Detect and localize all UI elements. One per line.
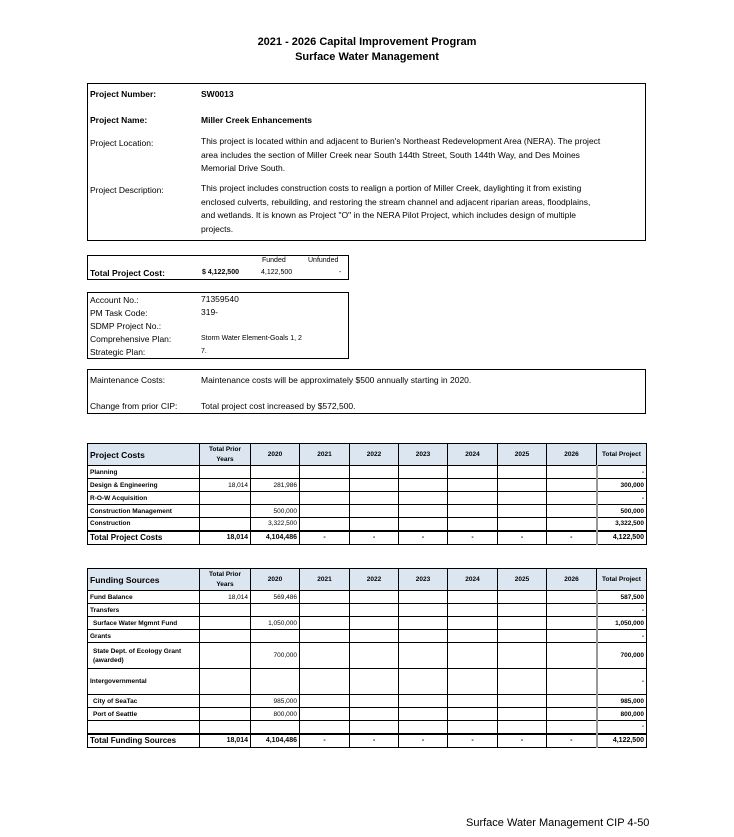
cell-value <box>498 604 547 617</box>
document-subtitle: Surface Water Management <box>295 51 439 63</box>
cell-value <box>200 492 251 505</box>
cell-value <box>200 604 251 617</box>
row-label: City of SeaTac <box>88 695 200 708</box>
column-header: 2024 <box>448 444 498 466</box>
cell-value <box>300 721 350 734</box>
cell-value <box>350 591 399 604</box>
row-label: Grants <box>88 630 200 643</box>
table-row <box>88 479 647 492</box>
cell-value <box>547 591 597 604</box>
cell-value <box>547 466 597 479</box>
cell-value: - <box>597 721 647 734</box>
cell-value <box>498 591 547 604</box>
cell-value <box>350 466 399 479</box>
pm-task-code-label: PM Task Code: <box>90 308 148 318</box>
total-cell-value: - <box>399 734 448 748</box>
column-header: Total Prior Years <box>200 569 251 591</box>
cell-value <box>448 630 498 643</box>
cell-value <box>399 643 448 669</box>
row-label: Intergovernmental <box>88 669 200 695</box>
row-label: R-O-W Acquisition <box>88 492 200 505</box>
total-cell-value: 4,122,500 <box>597 531 647 545</box>
cell-value <box>547 669 597 695</box>
location-line: Memorial Drive South. <box>201 163 286 173</box>
project-location-value <box>201 135 600 176</box>
cell-value <box>200 721 251 734</box>
table-row <box>88 617 647 630</box>
maintenance-costs-value: Maintenance costs will be approximately $500 annually starting in 2020. <box>201 375 472 385</box>
total-cell-value: - <box>448 734 498 748</box>
total-row <box>88 734 647 748</box>
total-cell-value: - <box>350 531 399 545</box>
cell-value: 700,000 <box>597 643 647 669</box>
cell-value <box>399 505 448 518</box>
account-no-label: Account No.: <box>90 295 139 305</box>
funding-sources-table <box>87 568 647 748</box>
cell-value <box>448 505 498 518</box>
table-row <box>88 695 647 708</box>
cell-value: 985,000 <box>251 695 300 708</box>
total-cell-value: 4,104,486 <box>251 734 300 748</box>
cell-value <box>399 466 448 479</box>
cell-value <box>448 492 498 505</box>
cell-value <box>448 591 498 604</box>
row-label: Port of Seattle <box>88 708 200 721</box>
cell-value <box>547 630 597 643</box>
column-header: Total Project <box>597 444 647 466</box>
cell-value <box>547 604 597 617</box>
cell-value <box>498 617 547 630</box>
cell-value <box>200 630 251 643</box>
cell-value: 3,322,500 <box>597 518 647 531</box>
cell-value <box>350 630 399 643</box>
change-prior-cip-label: Change from prior CIP: <box>90 401 178 411</box>
cell-value <box>448 518 498 531</box>
total-row-label: Total Project Costs <box>88 531 200 545</box>
comprehensive-plan-label: Comprehensive Plan: <box>90 334 172 344</box>
cell-value <box>200 518 251 531</box>
total-cell-value: 4,104,486 <box>251 531 300 545</box>
total-cell-value: 18,014 <box>200 734 251 748</box>
project-costs-table <box>87 443 647 545</box>
change-prior-cip-value: Total project cost increased by $572,500. <box>201 401 356 411</box>
cell-value <box>300 492 350 505</box>
description-line: and wetlands. It is known as Project "O" in the NERA Pilot Project, which includes design of multiple <box>201 210 577 220</box>
total-cell-value: - <box>300 531 350 545</box>
cell-value <box>399 708 448 721</box>
cell-value <box>498 479 547 492</box>
row-label: Design & Engineering <box>88 479 200 492</box>
unfunded-header: Unfunded <box>308 257 339 264</box>
row-label: Planning <box>88 466 200 479</box>
total-cell-value: - <box>399 531 448 545</box>
column-header: 2023 <box>399 444 448 466</box>
total-cell-value: 18,014 <box>200 531 251 545</box>
cell-value <box>300 669 350 695</box>
cell-value: 18,014 <box>200 479 251 492</box>
table-row <box>88 604 647 617</box>
cell-value: 800,000 <box>251 708 300 721</box>
cell-value: - <box>597 630 647 643</box>
project-name-label: Project Name: <box>90 115 148 125</box>
row-label: Transfers <box>88 604 200 617</box>
cell-value <box>547 617 597 630</box>
cell-value <box>448 695 498 708</box>
cell-value <box>251 721 300 734</box>
cell-value <box>350 479 399 492</box>
cell-value <box>498 492 547 505</box>
cell-value <box>448 604 498 617</box>
cell-value <box>350 505 399 518</box>
cell-value <box>547 643 597 669</box>
cell-value <box>251 466 300 479</box>
row-label: Construction <box>88 518 200 531</box>
cell-value: - <box>597 492 647 505</box>
column-header: 2026 <box>547 569 597 591</box>
project-number-value: SW0013 <box>201 89 234 99</box>
cell-value <box>300 643 350 669</box>
cell-value <box>251 669 300 695</box>
total-cell-value: - <box>498 734 547 748</box>
column-header: 2025 <box>498 444 547 466</box>
row-label <box>88 721 200 734</box>
cell-value <box>300 505 350 518</box>
cell-value <box>399 591 448 604</box>
total-cell-value: - <box>448 531 498 545</box>
column-header: 2022 <box>350 444 399 466</box>
cell-value: 800,000 <box>597 708 647 721</box>
total-cost-label: Total Project Cost: <box>90 268 165 278</box>
project-info-box <box>87 83 646 241</box>
cell-value <box>399 695 448 708</box>
total-cell-value: - <box>350 734 399 748</box>
cell-value <box>448 721 498 734</box>
project-description-label: Project Description: <box>90 185 164 195</box>
cell-value <box>251 492 300 505</box>
cell-value <box>350 604 399 617</box>
cell-value: 500,000 <box>597 505 647 518</box>
cell-value <box>399 492 448 505</box>
cell-value <box>200 669 251 695</box>
unfunded-value: - <box>339 269 342 276</box>
cell-value: - <box>597 466 647 479</box>
project-location-label: Project Location: <box>90 138 154 148</box>
cell-value <box>251 604 300 617</box>
table-row <box>88 466 647 479</box>
description-line: enclosed culverts, rebuilding, and restoring the stream channel and adjacent riparian areas, floodplains, <box>201 196 591 207</box>
column-header: 2023 <box>399 569 448 591</box>
project-costs-header: Project Costs <box>88 444 200 466</box>
account-info-box <box>87 292 349 359</box>
sdmp-project-label: SDMP Project No.: <box>90 321 162 331</box>
cell-value: 18,014 <box>200 591 251 604</box>
cell-value <box>200 617 251 630</box>
document-title: 2021 - 2026 Capital Improvement Program <box>257 36 477 48</box>
cell-value <box>498 630 547 643</box>
total-row-label: Total Funding Sources <box>88 734 200 748</box>
total-cell-value: - <box>498 531 547 545</box>
cell-value <box>399 617 448 630</box>
table-row <box>88 492 647 505</box>
cell-value: 500,000 <box>251 505 300 518</box>
cell-value <box>448 617 498 630</box>
column-header: Total Prior Years <box>200 444 251 466</box>
cell-value <box>399 630 448 643</box>
column-header: 2025 <box>498 569 547 591</box>
cell-value <box>399 518 448 531</box>
cell-value <box>399 669 448 695</box>
row-label: Fund Balance <box>88 591 200 604</box>
cell-value <box>547 505 597 518</box>
cell-value <box>251 630 300 643</box>
table-row <box>88 591 647 604</box>
column-header: 2026 <box>547 444 597 466</box>
cell-value: - <box>597 669 647 695</box>
cell-value <box>498 669 547 695</box>
column-header: 2022 <box>350 569 399 591</box>
description-line: This project includes construction costs to realign a portion of Miller Creek, daylighting it from existing <box>201 183 582 193</box>
cell-value: 1,050,000 <box>597 617 647 630</box>
cell-value <box>350 643 399 669</box>
cell-value <box>200 695 251 708</box>
total-cell-value: - <box>300 734 350 748</box>
page-footer: Surface Water Management CIP 4-50 <box>466 817 650 829</box>
total-cost-box <box>87 255 349 280</box>
cell-value <box>399 721 448 734</box>
cell-value <box>300 708 350 721</box>
table-row <box>88 643 647 669</box>
cell-value <box>547 721 597 734</box>
cell-value <box>448 708 498 721</box>
account-no-value: 71359540 <box>201 294 239 304</box>
row-label: State Dept. of Ecology Grant (awarded) <box>88 643 200 669</box>
table-row <box>88 630 647 643</box>
project-description-value <box>201 182 590 236</box>
cell-value: 985,000 <box>597 695 647 708</box>
column-header: Total Project <box>597 569 647 591</box>
funded-value: 4,122,500 <box>261 269 293 276</box>
cell-value: 587,500 <box>597 591 647 604</box>
cell-value <box>200 505 251 518</box>
cell-value <box>498 643 547 669</box>
cell-value <box>300 479 350 492</box>
cell-value <box>300 695 350 708</box>
cell-value <box>300 466 350 479</box>
cell-value <box>200 466 251 479</box>
cell-value <box>350 695 399 708</box>
column-header: 2021 <box>300 569 350 591</box>
cell-value <box>498 721 547 734</box>
maintenance-box <box>87 369 646 414</box>
total-cell-value: - <box>547 531 597 545</box>
project-name-value: Miller Creek Enhancements <box>201 115 313 125</box>
total-cell-value: 4,122,500 <box>597 734 647 748</box>
cell-value <box>350 617 399 630</box>
cell-value <box>547 518 597 531</box>
cell-value <box>350 721 399 734</box>
row-label: Construction Management <box>88 505 200 518</box>
cell-value <box>448 479 498 492</box>
location-line: This project is located within and adjacent to Burien's Northeast Redevelopment Area (NERA). The project <box>201 136 601 146</box>
maintenance-costs-label: Maintenance Costs: <box>90 375 166 385</box>
cell-value <box>300 617 350 630</box>
strategic-plan-label: Strategic Plan: <box>90 347 146 357</box>
cell-value: 1,050,000 <box>251 617 300 630</box>
cell-value <box>448 466 498 479</box>
funding-sources-header: Funding Sources <box>88 569 200 591</box>
cell-value <box>200 708 251 721</box>
location-line: area includes the section of Miller Creek near South 144th Street, South 144th Way, and Des Moines <box>201 149 580 160</box>
table-row <box>88 721 647 734</box>
column-header: 2020 <box>251 444 300 466</box>
cell-value <box>498 708 547 721</box>
table-row <box>88 518 647 531</box>
cell-value <box>498 518 547 531</box>
cell-value <box>498 505 547 518</box>
cell-value <box>350 518 399 531</box>
cell-value <box>399 479 448 492</box>
total-cell-value: - <box>547 734 597 748</box>
column-header: 2024 <box>448 569 498 591</box>
cell-value <box>300 518 350 531</box>
table-row <box>88 505 647 518</box>
cell-value <box>300 591 350 604</box>
cell-value <box>448 669 498 695</box>
total-row <box>88 531 647 545</box>
cell-value <box>300 604 350 617</box>
cell-value <box>350 492 399 505</box>
cell-value <box>350 669 399 695</box>
funded-header: Funded <box>262 257 286 264</box>
table-row <box>88 708 647 721</box>
column-header: 2020 <box>251 569 300 591</box>
comprehensive-plan-value: Storm Water Element-Goals 1, 2 <box>201 335 302 342</box>
table-row <box>88 669 647 695</box>
description-line: projects. <box>201 223 234 234</box>
cell-value <box>399 604 448 617</box>
cell-value: 281,986 <box>251 479 300 492</box>
cell-value: 569,486 <box>251 591 300 604</box>
cell-value <box>547 492 597 505</box>
cell-value <box>547 695 597 708</box>
cell-value <box>448 643 498 669</box>
row-label: Surface Water Mgmnt Fund <box>88 617 200 630</box>
cell-value <box>200 643 251 669</box>
total-cost-value: $ 4,122,500 <box>202 269 239 276</box>
cell-value <box>350 708 399 721</box>
pm-task-code-value: 319- <box>201 307 219 317</box>
cell-value <box>547 479 597 492</box>
cell-value <box>498 466 547 479</box>
cell-value <box>498 695 547 708</box>
cell-value <box>300 630 350 643</box>
project-number-label: Project Number: <box>90 89 157 99</box>
strategic-plan-value: 7. <box>201 348 207 355</box>
cell-value: 300,000 <box>597 479 647 492</box>
cell-value <box>547 708 597 721</box>
cell-value: - <box>597 604 647 617</box>
cell-value: 700,000 <box>251 643 300 669</box>
cell-value: 3,322,500 <box>251 518 300 531</box>
column-header: 2021 <box>300 444 350 466</box>
